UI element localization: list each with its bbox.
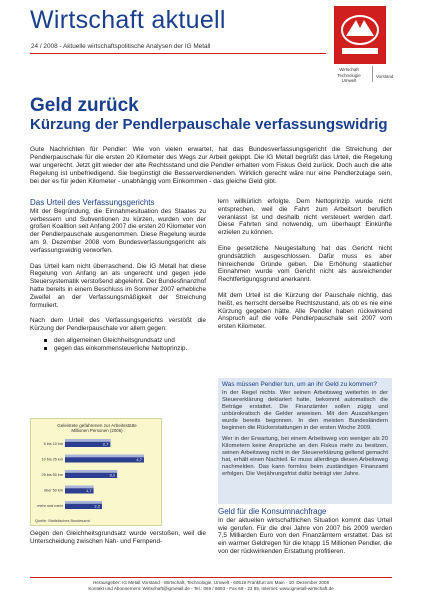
right-column [218, 198, 392, 339]
chart-subtitle: Millionen Personen (2006) [71, 428, 123, 433]
value-label: 2,7 [102, 441, 109, 447]
value-label: 2,2 [94, 503, 100, 509]
value-label: 4,7 [136, 456, 142, 462]
ig-metall-logo-icon [334, 6, 386, 64]
category-label: 10 bis 25 km [41, 457, 63, 462]
section-heading: Das Urteil des Verfassungsgerichts [30, 198, 155, 207]
category-label: mehr und mehr [37, 504, 63, 508]
left-column [30, 199, 206, 352]
paragraph: Mit der Begründung, die Einnahmesituation des Staates zu verbessern und Subventionen zu kürzen, wurden von der großen Koalition seit Anfang 2007 die ersten 20 Kilometer von der Pendlerpauschale ausgenommen. Diese Regelung wurde am 9. Dezember 2008 vom Bundesverfassungsgericht als verfassungswidrig verworfen. [30, 207, 206, 254]
left-column-continued [30, 530, 206, 554]
info-box [218, 378, 392, 504]
logo-divider [372, 66, 373, 82]
paragraph: Das Urteil kam nicht überraschend. Die IG Metall hat diese Regelung von Anfang an als ungerecht und gegen jede Steuersystematik verstoßend abgelehnt. Der Bundesfinanzhof hatte bereits in einem Beschluss im Sommer 2007 erhebliche Zweifel an der Verfassungsmäßigkeit der Streichung formuliert. [30, 262, 206, 309]
info-box-title: Was müssen Pendler tun, um an ihr Geld zu kommen? [222, 381, 377, 388]
logo-caption: Wirtschaft Technologie Umwelt [337, 67, 361, 83]
list-item: gegen das einkommensteuerliche Nettoprinzip. [44, 345, 206, 353]
chart-source: Quelle: Statistisches Bundesamt [35, 519, 90, 523]
commuter-chart [30, 418, 162, 526]
paragraph: In der aktuellen wirtschaftlichen Situation kommt das Urteil wie gerufen. Für die drei Jahre von 2007 bis 2009 werden 7,5 Milliarden Euro von den Finanzämtern erstattet. Das ist ein warmer Geldregen für die knapp 15 Millionen Pendler, die von der rückwirkenden Erstattung profitieren. [218, 516, 392, 555]
category-label: 5 bis 10 km [43, 442, 63, 446]
masthead-subtitle: 24 / 2008 - Aktuelle wirtschaftspolitische Analysen der IG Metall [31, 43, 211, 50]
paragraph: Gegen den Gleichheitsgrundsatz wurde verstoßen, weil die Unterscheidung zwischen Nah- und Fernpend- [30, 530, 206, 545]
paragraph: In der Regel nichts. Wer seinen Arbeitsweg weiterhin in der Steuererklärung deklariert hatte, bekommt automatisch die Beträge erstattet. Die Finanzämter sollen zügig und unbürokratisch die Gelder anweisen. Mit den Auszahlungen wurde bereits begonnen. In den meisten Bundesländern beginnen die Rückerstattungen in der ersten Woche 2009. [222, 390, 388, 431]
masthead-title: Wirtschaft aktuell [30, 6, 226, 34]
chart-plot [31, 419, 163, 527]
value-label: 3,1 [109, 472, 116, 478]
category-label: über 50 km [44, 488, 63, 493]
footer-line: Kontakt und Abonnement: Wirtschaft@igmetall.de - Tel.: 069 / 6693 - Fax 69 - 23 65, Internet: www.igmetall-wirtschaft.de [88, 586, 334, 591]
logo-caption-right: Vorstand [376, 74, 394, 79]
list-item: den allgemeinen Gleichheitsgrundsatz und [44, 337, 206, 345]
chart-title: Geleistete gefahrenen zur Arbeitsstätte [57, 423, 137, 428]
category-label: 25 bis 50 km [41, 473, 63, 477]
footer-line: Herausgeber: IG Metall Vorstand - Wirtschaft, Technologie, Umwelt - 60519 Frankfurt am Main - 10. Dezember 2008 [92, 580, 330, 585]
masthead-rule [30, 53, 326, 54]
paragraph: Nach dem Urteil des Verfassungsgerichts verstößt die Kürzung der Pendlerpauschale vor allem gegen: [30, 317, 206, 333]
bar-highlight [65, 455, 144, 458]
subheadline: Kürzung der Pendlerpauschale verfassungswidrig [30, 116, 388, 133]
footer-rule [30, 577, 392, 578]
section-heading: Geld für die Konsumnachfrage [218, 507, 327, 516]
lead-paragraph: Gute Nachrichten für Pendler: Wie von vielen erwartet, hat das Bundesverfassungsgericht die Streichung der Pendlerpauschale für die ersten 20 Kilometer des Wegs zur Arbeit gekippt. Die IG Metall begrüßt das Urteil, die Regelung war ungerecht. Jetzt gilt wieder der alte Rechtsstand und die Pendler erhalten vom Fiskus Geld zurück. Doch auch die alte Regelung ist unbefriedigend. Sie begünstigt die Besserverdienenden. Wirklich gerecht wäre nur eine Pendlerzulage sein, bei der es für jeden Kilometer - unabhängig vom Einkommen - das gleiche Geld gibt. [30, 146, 392, 185]
paragraph: lern willkürlich erfolgte. Dem Nettoprinzip wurde nicht entsprechen, weil die Fahrt zum Arbeitsort beruflich veranlasst ist und deshalb nicht versteuert werden darf. Diese Fahrten sind notwendig, um überhaupt Einkünfte erzielen zu können. [218, 198, 392, 237]
headline: Geld zurück [30, 95, 139, 116]
info-box-body [222, 390, 388, 482]
value-label: 1,7 [85, 487, 92, 493]
bullet-list [44, 337, 206, 352]
right-column-continued [218, 508, 392, 564]
footer [30, 580, 392, 592]
paragraph: Wer in der Erwartung, bei einem Arbeitsweg von weniger als 20 Kilometern keine Ansprüche an den Fiskus mehr zu besitzen, seinen Arbeitsweg nicht in der Steuererklärung geltend gemacht hat, erhält einen Nachteil. Er muss allerdings diesen Arbeitsweg nachmelden. Das kann formlos beim zuständigen Finanzamt erfolgen. Die Verjährungsfrist dafür beträgt vier Jahre. [222, 436, 388, 477]
paragraph: Eine gesetzliche Neugestaltung hat das Gericht nicht grundsätzlich ausgeschlossen. Dafür muss es aber hinreichende Gründe geben. Die Erhöhung staatlicher Einnahmen wurde vom Gericht nicht als ausreichender Rechtfertigungsgrund anerkannt. [218, 244, 392, 284]
paragraph: Mit dem Urteil ist die Kürzung der Pauschale nichtig, das heißt, es herrscht derselbe Rechtszustand, als ob es nie eine Kürzung gegeben hätte. Alle Pendler haben rückwirkend Anspruch auf die volle Pendlerpauschale seit 2007 vom ersten Kilometer. [218, 291, 392, 331]
